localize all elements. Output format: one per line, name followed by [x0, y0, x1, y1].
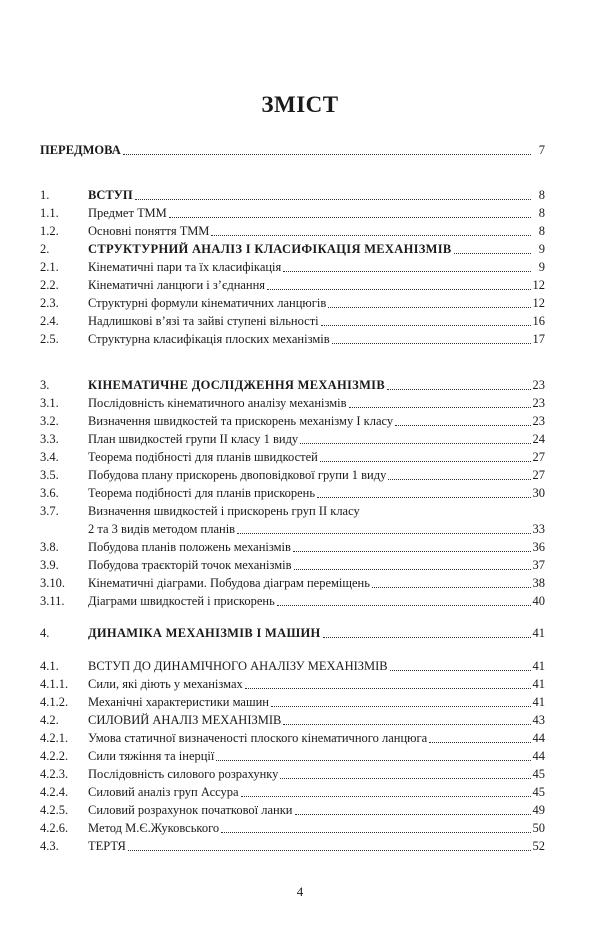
toc-entry-text: Структурна класифікація плоских механізмів — [88, 332, 330, 346]
toc-entry-number: 1.1. — [40, 206, 59, 220]
toc-entry[interactable] — [40, 537, 545, 555]
toc-entry[interactable] — [40, 293, 545, 311]
dot-leader — [283, 713, 530, 725]
toc-entry-page: 44 — [532, 731, 545, 745]
toc-entry[interactable] — [40, 746, 545, 764]
toc-entry[interactable] — [40, 818, 545, 836]
toc-entry-text: 2 та 3 видів методом планів — [88, 522, 236, 536]
toc-entry-page: 30 — [532, 486, 545, 500]
toc-entry-number: 4.1. — [40, 659, 59, 673]
toc-entry-page: 41 — [532, 695, 545, 709]
toc-entry-number: 4.2.3. — [40, 767, 69, 781]
dot-leader — [429, 731, 530, 743]
dot-leader — [294, 558, 531, 570]
toc-entry-number: 3.6. — [40, 486, 59, 500]
toc-entry[interactable] — [40, 692, 545, 710]
toc-entry[interactable] — [40, 311, 545, 329]
toc-entry-text: ПЕРЕДМОВА — [40, 143, 121, 157]
toc-entry[interactable] — [40, 221, 545, 239]
toc-entry-text: Умова статичної визначеності плоского кінематичного ланцюга — [88, 731, 428, 745]
dot-leader — [320, 450, 531, 462]
toc-entry-number: 2.4. — [40, 314, 59, 328]
dot-leader — [241, 785, 531, 797]
toc-entry[interactable] — [40, 275, 545, 293]
toc-entry[interactable] — [40, 573, 545, 591]
toc-entry-text: Кінематичні ланцюги і з’єднання — [88, 278, 266, 292]
toc-entry-text: КІНЕМАТИЧНЕ ДОСЛІДЖЕННЯ МЕХАНІЗМІВ — [88, 378, 385, 392]
toc-entry-text: СИЛОВИЙ АНАЛІЗ МЕХАНІЗМІВ — [88, 713, 282, 727]
toc-entry-number: 2.2. — [40, 278, 59, 292]
toc-entry-number: 4. — [40, 626, 50, 640]
toc-entry-text: ДИНАМІКА МЕХАНІЗМІВ І МАШИН — [88, 626, 321, 640]
toc-entry-page: 8 — [538, 224, 545, 238]
toc-entry-text: СТРУКТУРНИЙ АНАЛІЗ І КЛАСИФІКАЦІЯ МЕХАНІЗМІВ — [88, 242, 452, 256]
dot-leader — [216, 749, 530, 761]
toc-entry-number: 2. — [40, 242, 50, 256]
toc-entry-number: 4.1.1. — [40, 677, 69, 691]
toc-entry-text: ВСТУП ДО ДИНАМІЧНОГО АНАЛІЗУ МЕХАНІЗМІВ — [88, 659, 388, 673]
toc-entry-page: 23 — [532, 396, 545, 410]
toc-entry-text: Діаграми швидкостей і прискорень — [88, 594, 275, 608]
toc-entry[interactable] — [40, 656, 545, 674]
toc-entry[interactable] — [40, 257, 545, 275]
toc-entry[interactable] — [40, 375, 545, 393]
toc-entry-number: 4.2.2. — [40, 749, 69, 763]
toc-entry-text: Сили, які діють у механізмах — [88, 677, 243, 691]
toc-entry-text: Послідовність кінематичного аналізу механізмів — [88, 396, 347, 410]
dot-leader — [387, 378, 531, 390]
toc-entry-page: 41 — [532, 626, 545, 640]
dot-leader — [128, 839, 531, 851]
toc-entry-text: Кінематичні пари та їх класифікація — [88, 260, 282, 274]
toc-entry[interactable] — [40, 329, 545, 347]
toc-entry-number: 3.5. — [40, 468, 59, 482]
toc-entry-page: 45 — [532, 767, 545, 781]
toc-entry-number: 3.2. — [40, 414, 59, 428]
toc-entry-number: 4.2.4. — [40, 785, 69, 799]
dot-leader — [332, 332, 531, 344]
toc-entry-text: Побудова траєкторій точок механізмів — [88, 558, 292, 572]
toc-entry-number: 4.2.5. — [40, 803, 69, 817]
toc-entry-number: 4.3. — [40, 839, 59, 853]
toc-entry-page: 24 — [532, 432, 545, 446]
toc-entry-page: 17 — [532, 332, 545, 346]
toc-entry-number: 2.1. — [40, 260, 59, 274]
toc-entry-text: Метод М.Є.Жуковського — [88, 821, 220, 835]
toc-entry-page: 7 — [538, 143, 545, 157]
toc-entry-number: 4.2. — [40, 713, 59, 727]
dot-leader — [237, 522, 530, 534]
toc-entry-text: Послідовність силового розрахунку — [88, 767, 279, 781]
toc-entry-number: 3. — [40, 378, 50, 392]
toc-entry-page: 36 — [532, 540, 545, 554]
dot-leader — [169, 206, 531, 218]
dot-leader — [388, 468, 530, 480]
toc-entry-page: 43 — [532, 713, 545, 727]
toc-entry-number: 4.2.6. — [40, 821, 69, 835]
toc-entry-text: Предмет ТММ — [88, 206, 167, 220]
toc-entry[interactable] — [40, 623, 545, 641]
dot-leader — [328, 296, 530, 308]
dot-leader — [211, 224, 531, 236]
toc-entry-number: 2.3. — [40, 296, 59, 310]
toc-entry-number: 4.1.2. — [40, 695, 69, 709]
toc-entry-text: Побудова планів положень механізмів — [88, 540, 291, 554]
toc-entry-page: 8 — [538, 188, 545, 202]
toc-entry-page: 12 — [532, 278, 545, 292]
toc-entry-text: Основні поняття ТММ — [88, 224, 210, 238]
toc-entry[interactable] — [40, 836, 545, 854]
toc-entry-page: 40 — [532, 594, 545, 608]
toc-entry-text: Надлишкові в’язі та зайві ступені вільності — [88, 314, 319, 328]
toc-entry-page: 16 — [532, 314, 545, 328]
toc-entry-text: Силовий аналіз груп Ассура — [88, 785, 239, 799]
dot-leader — [349, 396, 531, 408]
dot-leader — [317, 486, 530, 498]
toc-entry[interactable] — [40, 465, 545, 483]
dot-leader — [293, 540, 531, 552]
toc-entry[interactable] — [40, 447, 545, 465]
toc-entry-page: 50 — [532, 821, 545, 835]
toc-entry-page: 12 — [532, 296, 545, 310]
toc-entry-page: 41 — [532, 659, 545, 673]
toc-entry-page: 52 — [532, 839, 545, 853]
dot-leader — [300, 432, 530, 444]
toc-entry-text: ВСТУП — [88, 188, 133, 202]
toc-entry-number: 3.10. — [40, 576, 65, 590]
dot-leader — [271, 695, 531, 707]
toc-entry[interactable] — [40, 710, 545, 728]
toc-entry-number: 4.2.1. — [40, 731, 69, 745]
toc-entry-number: 1. — [40, 188, 50, 202]
dot-leader — [321, 314, 531, 326]
toc-entry-text: Механічні характеристики машин — [88, 695, 269, 709]
toc-entry-text: Теорема подібності для планів прискорень — [88, 486, 316, 500]
toc-entry-page: 44 — [532, 749, 545, 763]
toc-entry-text: План швидкостей групи ІІ класу 1 виду — [88, 432, 299, 446]
toc-entry-number: 3.8. — [40, 540, 59, 554]
page-number-footer: 4 — [296, 884, 304, 899]
toc-entry[interactable] — [40, 501, 545, 519]
page-title: ЗМІСТ — [261, 92, 339, 117]
dot-leader — [283, 260, 531, 272]
dot-leader — [454, 242, 531, 254]
toc-entry[interactable] — [40, 728, 545, 746]
toc-entry[interactable] — [40, 555, 545, 573]
toc-entry-page: 38 — [532, 576, 545, 590]
toc-entry-preface[interactable] — [40, 140, 545, 158]
toc-entry-number: 3.1. — [40, 396, 59, 410]
toc-entry-page: 41 — [532, 677, 545, 691]
dot-leader — [221, 821, 530, 833]
dot-leader — [245, 677, 531, 689]
toc-entry-number: 3.3. — [40, 432, 59, 446]
toc-entry[interactable] — [40, 674, 545, 692]
dot-leader — [280, 767, 530, 779]
dot-leader — [295, 803, 531, 815]
toc-entry-page: 33 — [532, 522, 545, 536]
toc-entry-text: Теорема подібності для планів швидкостей — [88, 450, 318, 464]
toc-entry-page: 45 — [532, 785, 545, 799]
toc-entry-number: 3.9. — [40, 558, 59, 572]
toc-entry[interactable] — [40, 411, 545, 429]
toc-entry[interactable] — [40, 764, 545, 782]
toc-entry-number: 3.4. — [40, 450, 59, 464]
toc-entry-continuation[interactable] — [40, 519, 545, 537]
dot-leader — [395, 414, 530, 426]
toc-entry-text: Сили тяжіння та інерції — [88, 749, 215, 763]
toc-entry-page: 27 — [532, 468, 545, 482]
toc-entry-text: Побудова плану прискорень двоповідкової групи 1 виду — [88, 468, 387, 482]
toc-entry[interactable] — [40, 185, 545, 203]
toc-entry-page: 9 — [538, 260, 545, 274]
toc-entry[interactable] — [40, 429, 545, 447]
toc-entry-text: Визначення швидкостей і прискорень груп ІІ класу — [88, 504, 360, 518]
toc-entry-text: Силовий розрахунок початкової ланки — [88, 803, 293, 817]
toc-entry[interactable] — [40, 800, 545, 818]
toc-entry-number: 3.7. — [40, 504, 59, 518]
toc-entry-text: Визначення швидкостей та прискорень механізму І класу — [88, 414, 394, 428]
toc-entry-number: 2.5. — [40, 332, 59, 346]
toc-entry-page: 23 — [532, 414, 545, 428]
dot-leader — [123, 143, 531, 155]
toc-entry[interactable] — [40, 483, 545, 501]
dot-leader — [372, 576, 531, 588]
toc-entry[interactable] — [40, 203, 545, 221]
toc-entry-page: 27 — [532, 450, 545, 464]
toc-entry-text: Структурні формули кінематичних ланцюгів — [88, 296, 327, 310]
toc-entry-page: 9 — [538, 242, 545, 256]
dot-leader — [323, 626, 531, 638]
toc-entry-text: ТЕРТЯ — [88, 839, 126, 853]
dot-leader — [277, 594, 531, 606]
dot-leader — [135, 188, 531, 200]
toc-entry[interactable] — [40, 393, 545, 411]
toc-entry-text: Кінематичні діаграми. Побудова діаграм переміщень — [88, 576, 370, 590]
toc-entry-page: 8 — [538, 206, 545, 220]
toc-entry-page: 23 — [532, 378, 545, 392]
toc-entry-page: 37 — [532, 558, 545, 572]
dot-leader — [267, 278, 530, 290]
toc-entry-number: 3.11. — [40, 594, 65, 608]
toc-entry[interactable] — [40, 591, 545, 609]
dot-leader — [390, 659, 531, 671]
toc-entry-number: 1.2. — [40, 224, 59, 238]
toc-entry[interactable] — [40, 239, 545, 257]
toc-entry-page: 49 — [532, 803, 545, 817]
toc-entry[interactable] — [40, 782, 545, 800]
